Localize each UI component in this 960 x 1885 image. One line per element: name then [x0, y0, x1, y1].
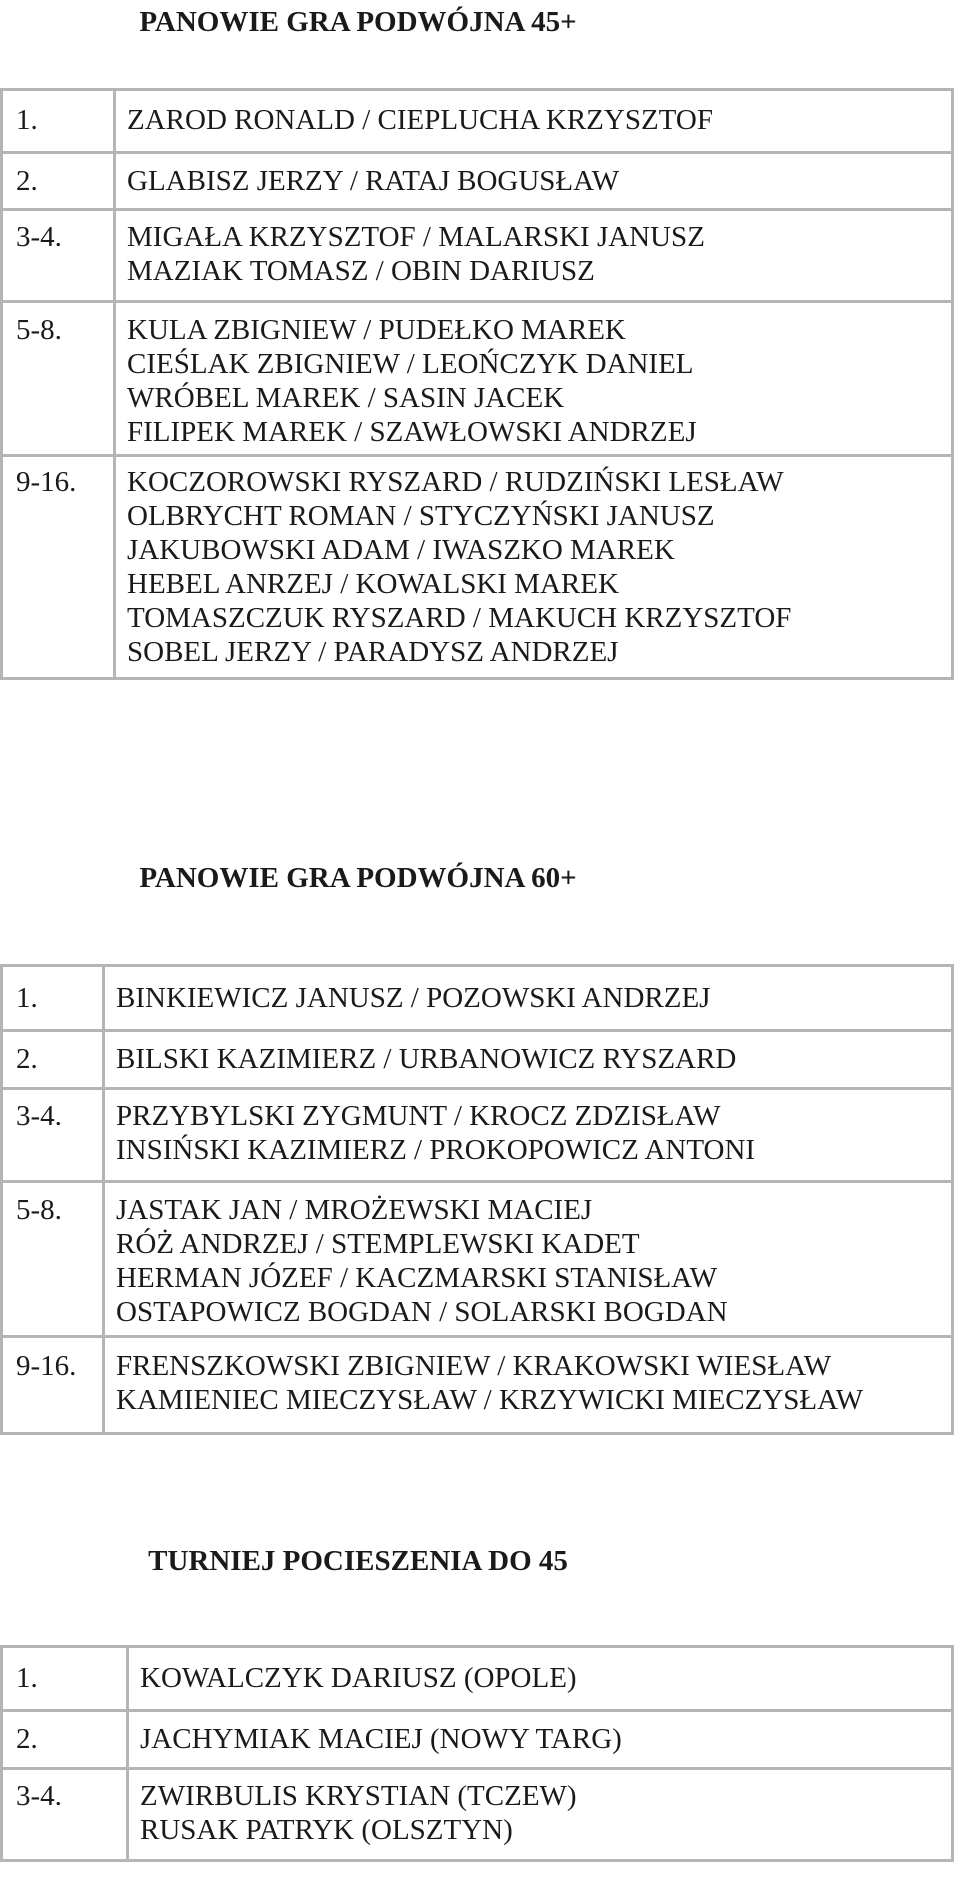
names-cell [115, 210, 953, 302]
place-cell: 1. [2, 966, 104, 1031]
pair-name: WRÓBEL MAREK / SASIN JACEK [127, 382, 565, 414]
place-cell: 1. [2, 1647, 128, 1711]
pair-name: JAKUBOWSKI ADAM / IWASZKO MAREK [127, 534, 675, 566]
names-cell [128, 1769, 953, 1861]
table-row [2, 1647, 953, 1711]
pair-name: FILIPEK MAREK / SZAWŁOWSKI ANDRZEJ [127, 416, 697, 448]
names-cell [115, 456, 953, 679]
pair-name: PRZYBYLSKI ZYGMUNT / KROCZ ZDZISŁAW [116, 1100, 721, 1132]
results-table [0, 964, 954, 1435]
results-table [0, 1645, 954, 1862]
pair-name: MIGAŁA KRZYSZTOF / MALARSKI JANUSZ [127, 221, 705, 253]
names-cell [115, 153, 953, 210]
table-row [2, 153, 953, 210]
pair-name: INSIŃSKI KAZIMIERZ / PROKOPOWICZ ANTONI [116, 1134, 756, 1166]
pair-name: BILSKI KAZIMIERZ / URBANOWICZ RYSZARD [116, 1043, 737, 1075]
names-cell [128, 1711, 953, 1769]
names-cell [104, 966, 953, 1031]
pair-name: CIEŚLAK ZBIGNIEW / LEOŃCZYK DANIEL [127, 348, 694, 380]
pair-name: MAZIAK TOMASZ / OBIN DARIUSZ [127, 255, 595, 287]
pair-name: OLBRYCHT ROMAN / STYCZYŃSKI JANUSZ [127, 500, 715, 532]
place-cell: 2. [2, 1031, 104, 1089]
table-row [2, 1711, 953, 1769]
section-title: PANOWIE GRA PODWÓJNA 45+ [139, 6, 577, 38]
place-cell: 2. [2, 1711, 128, 1769]
table-row [2, 210, 953, 302]
names-cell [128, 1647, 953, 1711]
names-cell [115, 302, 953, 456]
names-cell [104, 1089, 953, 1182]
table-row [2, 90, 953, 153]
pair-name: ZAROD RONALD / CIEPLUCHA KRZYSZTOF [127, 104, 713, 136]
section-title: PANOWIE GRA PODWÓJNA 60+ [139, 862, 577, 894]
table-row [2, 1769, 953, 1861]
place-cell: 9-16. [2, 456, 115, 679]
names-cell [104, 1182, 953, 1337]
pair-name: HEBEL ANRZEJ / KOWALSKI MAREK [127, 568, 619, 600]
pair-name: KOCZOROWSKI RYSZARD / RUDZIŃSKI LESŁAW [127, 466, 784, 498]
place-cell: 2. [2, 153, 115, 210]
pair-name: KULA ZBIGNIEW / PUDEŁKO MAREK [127, 314, 626, 346]
player-name: KOWALCZYK DARIUSZ (OPOLE) [140, 1662, 577, 1694]
pair-name: BINKIEWICZ JANUSZ / POZOWSKI ANDRZEJ [116, 982, 711, 1014]
names-cell [104, 1031, 953, 1089]
table-row [2, 456, 953, 679]
place-cell: 3-4. [2, 1769, 128, 1861]
place-cell: 3-4. [2, 210, 115, 302]
place-cell: 9-16. [2, 1337, 104, 1434]
pair-name: SOBEL JERZY / PARADYSZ ANDRZEJ [127, 636, 619, 668]
player-name: JACHYMIAK MACIEJ (NOWY TARG) [140, 1723, 622, 1755]
section-title: TURNIEJ POCIESZENIA DO 45 [148, 1545, 568, 1577]
table-row [2, 1182, 953, 1337]
table-row [2, 1337, 953, 1434]
pair-name: FRENSZKOWSKI ZBIGNIEW / KRAKOWSKI WIESŁAW [116, 1350, 832, 1382]
table-row [2, 302, 953, 456]
names-cell [115, 90, 953, 153]
table-row [2, 1089, 953, 1182]
place-cell: 3-4. [2, 1089, 104, 1182]
player-name: ZWIRBULIS KRYSTIAN (TCZEW) [140, 1780, 577, 1812]
pair-name: GLABISZ JERZY / RATAJ BOGUSŁAW [127, 165, 620, 197]
names-cell [104, 1337, 953, 1434]
table-row [2, 1031, 953, 1089]
pair-name: RÓŻ ANDRZEJ / STEMPLEWSKI KADET [116, 1228, 640, 1260]
place-cell: 1. [2, 90, 115, 153]
pair-name: OSTAPOWICZ BOGDAN / SOLARSKI BOGDAN [116, 1296, 728, 1328]
pair-name: JASTAK JAN / MROŻEWSKI MACIEJ [116, 1194, 593, 1226]
place-cell: 5-8. [2, 302, 115, 456]
player-name: RUSAK PATRYK (OLSZTYN) [140, 1814, 513, 1846]
results-table [0, 88, 954, 680]
pair-name: KAMIENIEC MIECZYSŁAW / KRZYWICKI MIECZYSŁAW [116, 1384, 864, 1416]
place-cell: 5-8. [2, 1182, 104, 1337]
pair-name: HERMAN JÓZEF / KACZMARSKI STANISŁAW [116, 1262, 718, 1294]
table-row [2, 966, 953, 1031]
pair-name: TOMASZCZUK RYSZARD / MAKUCH KRZYSZTOF [127, 602, 792, 634]
